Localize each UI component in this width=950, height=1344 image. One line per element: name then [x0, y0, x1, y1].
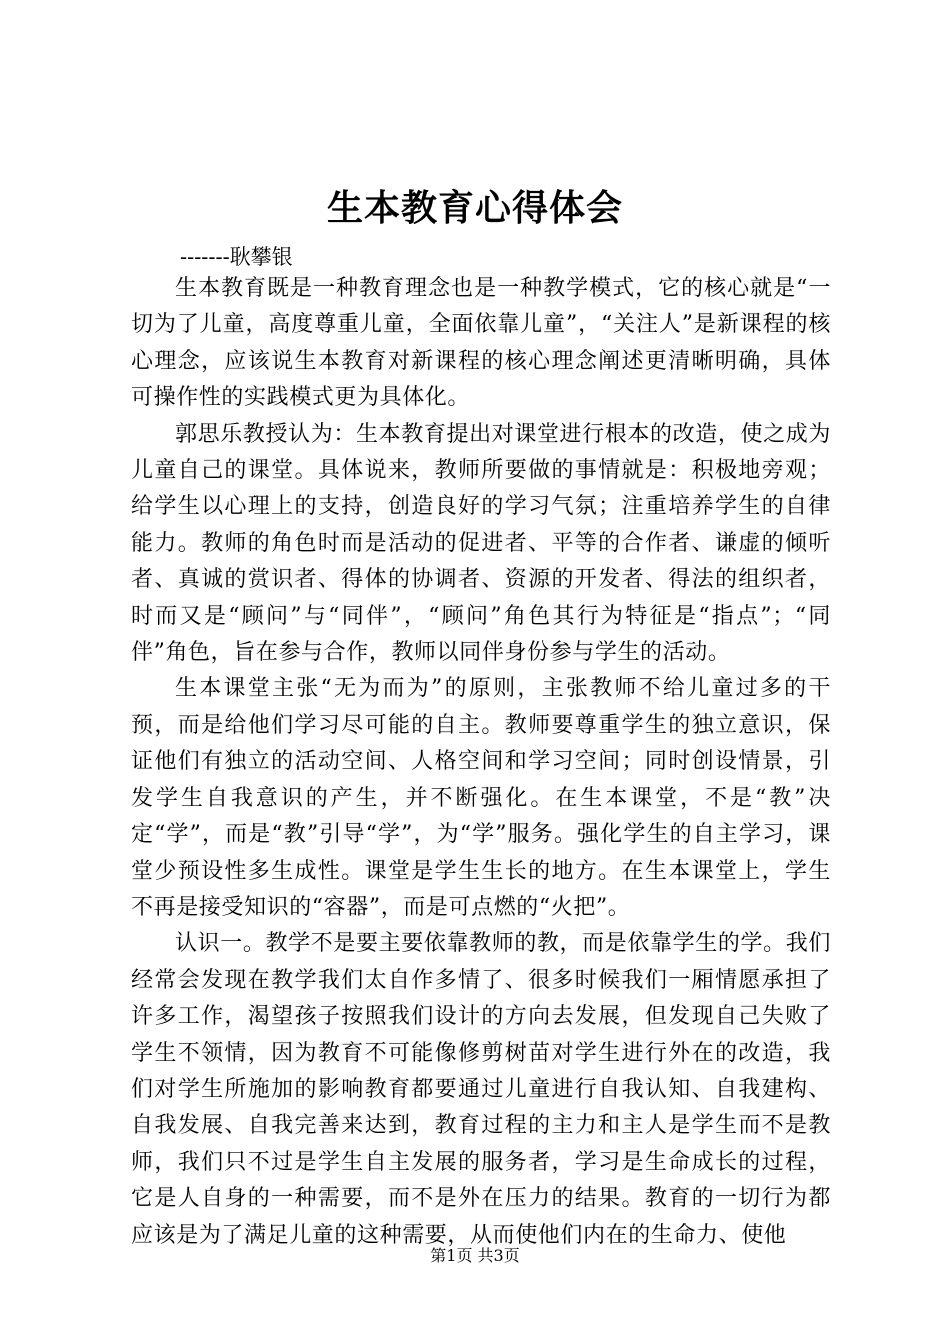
paragraph-1: 生本教育既是一种教育理念也是一种教学模式，它的核心就是“一切为了儿童，高度尊重儿童，全面依靠儿童”，“关注人”是新课程的核心理念，应该说生本教育对新课程的核心理念阐述更清晰明确，具体可操作性的实践模式更为具体化。 [131, 276, 831, 411]
document-body [131, 271, 831, 1254]
page-title: 生本教育心得体会 [326, 187, 623, 229]
paragraph-2: 郭思乐教授认为：生本教育提出对课堂进行根本的改造，使之成为儿童自己的课堂。具体说来，教师所要做的事情就是：积极地旁观；给学生以心理上的支持，创造良好的学习气氛；注重培养学生的自律能力。教师的角色时而是活动的促进者、平等的合作者、谦虚的倾听者、真诚的赏识者、得体的协调者、资源的开发者、得法的组织者，时而又是“顾问”与“同伴”，“顾问”角色其行为特征是“指点”；“同伴”角色，旨在参与合作，教师以同伴身份参与学生的活动。 [131, 421, 831, 666]
author-line: -------耿攀银 [180, 245, 293, 269]
paragraph-4: 认识一。教学不是要主要依靠教师的教，而是依靠学生的学。我们经常会发现在教学我们太自作多情了、很多时候我们一厢情愿承担了许多工作，渴望孩子按照我们设计的方向去发展，但发现自己失败了学生不领情，因为教育不可能像修剪树苗对学生进行外在的改造，我们对学生所施加的影响教育都要通过儿童进行自我认知、自我建构、自我发展、自我完善来达到，教育过程的主力和主人是学生而不是教师，我们只不过是学生自主发展的服务者，学习是生命成长的过程，它是人自身的一种需要，而不是外在压力的结果。教育的一切行为都应该是为了满足儿童的这种需要，从而使他们内在的生命力、使他 [131, 931, 831, 1248]
paragraph-3: 生本课堂主张“无为而为”的原则，主张教师不给儿童过多的干预，而是给他们学习尽可能的自主。教师要尊重学生的独立意识，保证他们有独立的活动空间、人格空间和学习空间；同时创设情景，引发学生自我意识的产生，并不断强化。在生本课堂，不是“教”决定“学”，而是“教”引导“学”，为“学”服务。强化学生的自主学习，课堂少预设性多生成性。课堂是学生生长的地方。在生本课堂上，学生不再是接受知识的“容器”，而是可点燃的“火把”。 [131, 676, 831, 920]
page-footer: 第1页 共3页 [430, 1246, 520, 1265]
